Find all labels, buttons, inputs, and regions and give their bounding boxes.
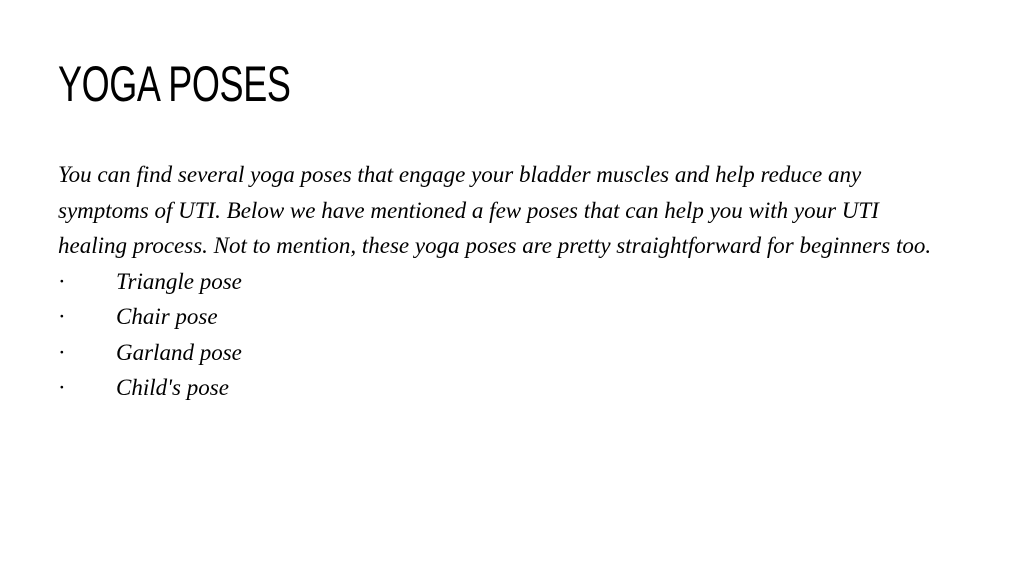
bullet-icon: · [58, 375, 66, 400]
intro-paragraph: You can find several yoga poses that engage your bladder muscles and help reduce any symptoms of UTI. Below we have mentioned a few poses that can help you with your UTI healing process. Not to mention, these yoga poses are pretty straightforward for beginners too. [58, 162, 932, 258]
list-item [58, 335, 938, 371]
bullet-icon: · [58, 304, 66, 329]
slide-title: YOGA POSES [58, 56, 291, 112]
list-item [58, 299, 938, 335]
list-item [58, 264, 938, 300]
bullet-icon: · [58, 268, 66, 294]
pose-list [58, 264, 938, 406]
bullet-icon: · [58, 339, 66, 365]
slide-body [58, 157, 938, 406]
list-item-label: Chair pose [116, 304, 218, 329]
list-item-label: Garland pose [116, 339, 242, 365]
list-item [58, 370, 938, 406]
list-item-label: Child's pose [116, 375, 229, 400]
list-item-label: Triangle pose [116, 268, 242, 294]
